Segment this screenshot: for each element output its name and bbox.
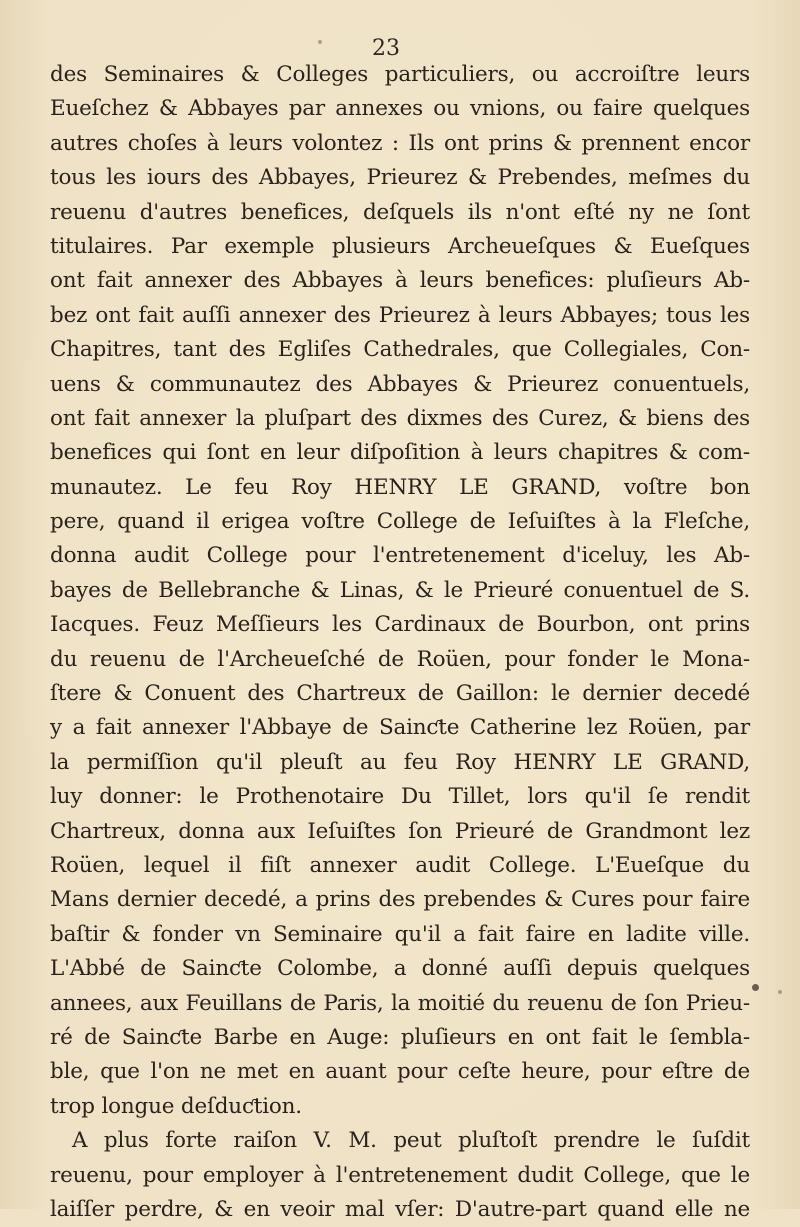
text-line: Mans dernier decedé, a prins des prebendes & Cures pour faire [50,887,750,913]
text-line: ble, que l'on ne met en auant pour ceſte heure, pour eſtre de [50,1059,750,1085]
text-line: A plus forte raiſon V. M. peut pluſtoſt prendre le ſuſdit [72,1128,750,1154]
body-text [50,58,750,1227]
text-line: ont fait annexer la pluſpart des dixmes des Curez, & biens des [50,405,750,431]
text-line: donna audit College pour l'entretenement d'iceluy, les Ab- [50,543,750,569]
text-line: pere, quand il erigea voſtre College de Ieſuiſtes à la Fleſche, [50,509,750,535]
paper-speck [778,990,782,994]
text-line: baſtir & fonder vn Seminaire qu'il a fait faire en ladite ville. [50,921,750,947]
text-line: Eueſchez & Abbayes par annexes ou vnions, ou faire quelques [50,96,750,122]
text-line: Chartreux, donna aux Ieſuiſtes ſon Prieuré de Grandmont lez [50,818,750,844]
text-line: annees, aux Feuillans de Paris, la moitié du reuenu de ſon Prieu- [50,990,750,1016]
text-line: reuenu, pour employer à l'entretenement dudit College, que le [50,1162,750,1188]
text-line: y a fait annexer l'Abbaye de Sainƈte Catherine lez Roüen, par [50,715,750,741]
text-line: laiſſer perdre, & en veoir mal vſer: D'autre-part quand elle ne [50,1196,750,1222]
text-line: reuenu d'autres benefices, deſquels ils n'ont eſté ny ne ſont [50,199,750,225]
text-line: benefices qui ſont en leur diſpoſition à leurs chapitres & com- [50,440,750,466]
text-line: titulaires. Par exemple plusieurs Archeueſques & Eueſques [50,233,750,259]
text-line: autres choſes à leurs volontez : Ils ont prins & prennent encor [50,130,750,156]
text-line: L'Abbé de Sainƈte Colombe, a donné auſſi depuis quelques [50,956,750,982]
text-line: Chapitres, tant des Egliſes Cathedrales, que Collegiales, Con- [50,337,750,363]
text-line: luy donner: le Prothenotaire Du Tillet, lors qu'il ſe rendit [50,784,750,810]
text-line: trop longue deſduƈtion. [50,1093,302,1119]
text-line: Iacques. Feuz Meſſieurs les Cardinaux de Bourbon, ont prins [50,612,750,638]
text-line: munautez. Le feu Roy HENRY LE GRAND, voſtre bon [50,474,750,500]
text-line: bez ont fait auſſi annexer des Prieurez à leurs Abbayes; tous les [50,302,750,328]
ink-spot [752,984,759,991]
text-line: tous les iours des Abbayes, Prieurez & Prebendes, meſmes du [50,165,750,191]
text-line: du reuenu de l'Archeueſché de Roüen, pour fonder le Mona- [50,646,750,672]
text-line: ont fait annexer des Abbayes à leurs benefices: pluſieurs Ab- [50,268,750,294]
text-line: uens & communautez des Abbayes & Prieurez conuentuels, [50,371,750,397]
text-line: la permiſſion qu'il pleuſt au feu Roy HENRY LE GRAND, [50,749,750,775]
text-line: ſtere & Conuent des Chartreux de Gaillon: le dernier decedé [50,681,750,707]
page-number: 23 [372,36,400,61]
text-line: des Seminaires & Colleges particuliers, ou accroiſtre leurs [50,62,750,87]
text-line: Roüen, lequel il fiſt annexer audit College. L'Eueſque du [50,852,750,878]
text-line: bayes de Bellebranche & Linas, & le Prieuré conuentuel de S. [50,577,750,603]
text-line: ré de Sainƈte Barbe en Auge: pluſieurs en ont fait le ſembla- [50,1024,750,1050]
paper-speck [318,40,322,44]
